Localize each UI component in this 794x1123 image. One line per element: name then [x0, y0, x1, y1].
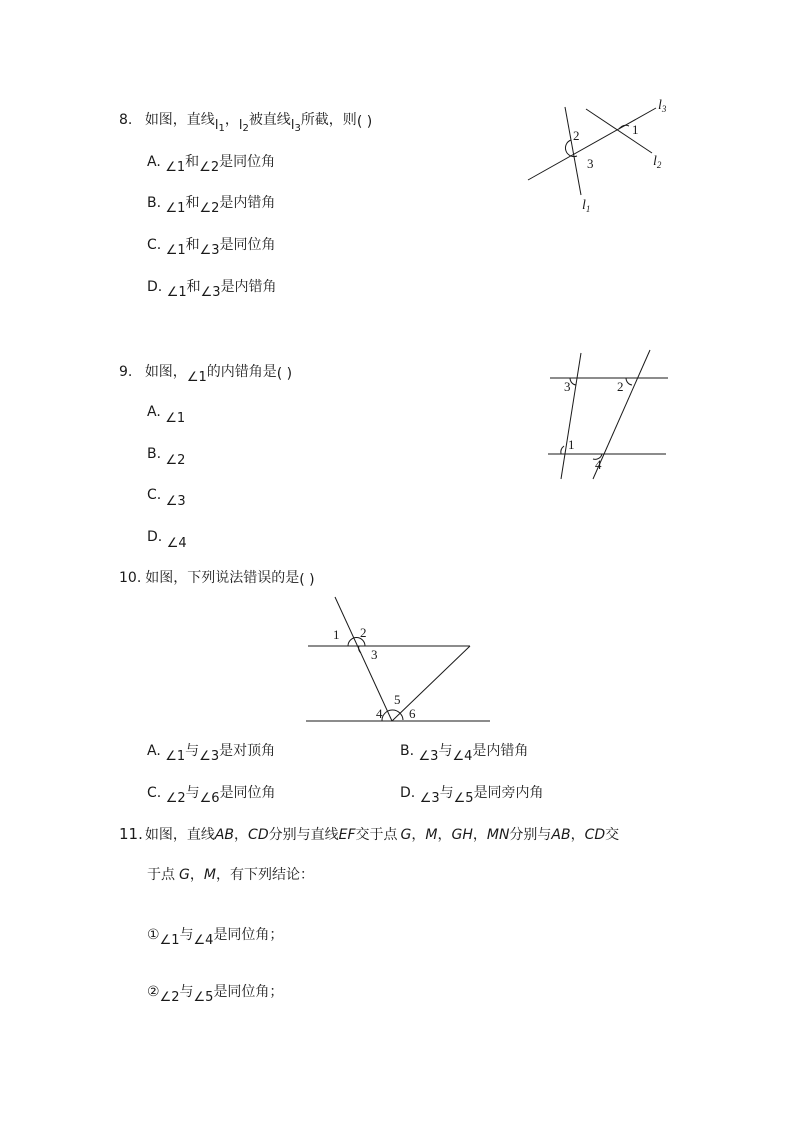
q10-number: 10.: [119, 570, 142, 586]
connector-text: 与: [179, 927, 194, 943]
q8-l2-index: 2: [242, 123, 249, 134]
angle-label-1: 1: [568, 437, 575, 452]
statement-marker: ②: [147, 984, 160, 1000]
angle-symbol: ∠1: [165, 160, 186, 175]
connector-text: 和: [185, 237, 200, 253]
angle-label-4: 4: [376, 706, 383, 721]
angle-symbol: ∠1: [165, 243, 186, 258]
connector-text: 与: [185, 743, 200, 759]
statement-text: 是同位角；: [213, 984, 284, 1000]
angle-symbol: ∠1: [159, 933, 180, 948]
option-key: C.: [147, 785, 162, 801]
q8-option-b[interactable]: [147, 193, 275, 214]
q8-answer-blank[interactable]: ( ): [356, 114, 373, 130]
q8-stem: [119, 110, 372, 132]
q11-text: 分别与直线: [268, 827, 339, 843]
angle-arc-3: [570, 378, 576, 385]
q9-option-c[interactable]: [147, 485, 186, 509]
connector-text: 和: [185, 195, 200, 211]
line-name-ab: AB: [551, 827, 571, 843]
connector-text: 和: [186, 279, 201, 295]
q10-option-b[interactable]: [400, 741, 528, 762]
angle-symbol: ∠5: [193, 990, 214, 1005]
line-name-mn: MN: [486, 827, 510, 843]
q8-comma: ，: [224, 112, 239, 128]
punct: ，: [570, 827, 585, 843]
statement-marker: ①: [147, 927, 160, 943]
option-text: 是对顶角: [219, 743, 276, 759]
option-key: A.: [147, 743, 161, 759]
angle-symbol: ∠1: [165, 749, 186, 764]
q11-text: 如图，直线: [144, 827, 215, 843]
q10-option-a[interactable]: [147, 741, 275, 762]
q11-statement-1: [147, 925, 283, 946]
punct: ，: [437, 827, 452, 843]
line-name-ef: EF: [338, 827, 356, 843]
connector-text: 与: [438, 743, 453, 759]
option-text: 是内错角: [472, 743, 529, 759]
point-g: G: [179, 867, 190, 883]
option-text: 是同位角: [219, 785, 276, 801]
q10-text: 如图，下列说法错误的是: [145, 570, 300, 586]
transversal-line: [335, 597, 392, 721]
angle-label-3: 3: [564, 379, 571, 394]
angle-symbol: ∠4: [166, 536, 187, 551]
option-text: 是同位角: [219, 154, 276, 170]
connector-text: 和: [185, 154, 200, 170]
angle-arc-bottom: [382, 710, 403, 721]
option-key: C.: [147, 487, 162, 503]
angle-arc-1: [561, 446, 564, 454]
q11-text: 于点: [147, 867, 175, 883]
angle-symbol: ∠4: [452, 749, 473, 764]
q8-l1-index: 1: [218, 123, 225, 134]
q8-figure: [520, 95, 680, 225]
punct: ，: [411, 827, 426, 843]
q10-stem: [119, 568, 315, 588]
q9-number: 9.: [119, 364, 133, 380]
q11-stem-line-1: [119, 824, 619, 845]
line-label-l1: $l_1$: [582, 198, 591, 214]
q11-text: 交于点: [355, 827, 398, 843]
angle-label-1: 1: [632, 122, 639, 137]
q8-option-a[interactable]: [147, 152, 275, 173]
option-key: A.: [147, 404, 161, 420]
option-key: B.: [147, 446, 162, 462]
q10-figure: [300, 590, 500, 730]
point-m: M: [203, 867, 216, 883]
q11-statement-2: [147, 982, 283, 1003]
option-key: D.: [400, 785, 416, 801]
q8-text-1: 如图，直线: [144, 112, 215, 128]
statement-text: 是同位角；: [213, 927, 284, 943]
angle-symbol: ∠3: [418, 749, 439, 764]
angle-symbol: ∠6: [199, 791, 220, 806]
q11-text: 分别与: [509, 827, 552, 843]
angle-label-2: 2: [360, 625, 367, 640]
line-label-l3: $l_3$: [658, 98, 667, 114]
q8-l3-letter: l: [290, 118, 295, 133]
angle-symbol: ∠1: [186, 370, 207, 385]
angle-symbol: ∠3: [200, 285, 221, 300]
option-text: 是内错角: [220, 279, 277, 295]
angle-symbol: ∠2: [165, 453, 186, 468]
q9-answer-blank[interactable]: ( ): [276, 366, 293, 382]
angle-label-1: 1: [333, 627, 340, 642]
punct: ，: [472, 827, 487, 843]
option-key: B.: [400, 743, 415, 759]
angle-label-6: 6: [409, 706, 416, 721]
angle-symbol: ∠3: [419, 791, 440, 806]
q9-option-a[interactable]: [147, 402, 186, 426]
right-transversal: [593, 350, 650, 479]
point-m: M: [425, 827, 438, 843]
angle-symbol: ∠3: [199, 243, 220, 258]
option-key: A.: [147, 154, 161, 170]
option-key: D.: [147, 529, 163, 545]
option-text: 是内错角: [219, 195, 276, 211]
q11-text: ，有下列结论：: [215, 867, 314, 883]
point-g: G: [400, 827, 412, 843]
q10-option-d[interactable]: [400, 783, 544, 804]
q8-l1-letter: l: [214, 118, 219, 133]
connector-text: 与: [439, 785, 454, 801]
line-name-cd: CD: [248, 827, 269, 843]
q9-figure: [540, 345, 680, 490]
angle-symbol: ∠2: [199, 160, 220, 175]
angle-symbol: ∠1: [165, 411, 186, 426]
angle-label-3: 3: [371, 647, 378, 662]
q9-text-2: 的内错角是: [206, 364, 277, 380]
option-text: 是同位角: [219, 237, 276, 253]
angle-symbol: ∠4: [193, 933, 214, 948]
q11-number: 11.: [119, 825, 143, 843]
q8-l2-letter: l: [238, 118, 243, 133]
line-label-l2: $l_2$: [653, 154, 662, 170]
line-name-cd: CD: [584, 827, 606, 843]
option-key: B.: [147, 195, 162, 211]
angle-symbol: ∠3: [165, 494, 186, 509]
q8-text-3: 所截，则: [300, 112, 357, 128]
line-name-gh: GH: [451, 827, 473, 843]
angle-symbol: ∠1: [166, 285, 187, 300]
angle-arc-2: [626, 378, 632, 385]
q11-stem-line-2: [147, 865, 314, 885]
angle-label-2: 2: [617, 379, 624, 394]
angle-symbol: ∠3: [199, 749, 220, 764]
line-name-ab: AB: [214, 827, 235, 843]
q8-l3-index: 3: [294, 123, 301, 134]
angle-symbol: ∠2: [199, 201, 220, 216]
q8-option-c[interactable]: [147, 235, 276, 256]
q8-option-d[interactable]: [147, 277, 277, 298]
angle-label-3: 3: [587, 156, 594, 171]
option-text: 是同旁内角: [473, 785, 544, 801]
q10-answer-blank[interactable]: ( ): [299, 572, 315, 588]
angle-label-5: 5: [394, 692, 401, 707]
angle-label-4: 4: [595, 457, 602, 472]
angle-symbol: ∠2: [165, 791, 186, 806]
option-key: C.: [147, 237, 162, 253]
q9-text-1: 如图，: [144, 364, 187, 380]
q8-number: 8.: [119, 112, 133, 128]
slanted-line: [392, 646, 470, 721]
punct: ，: [234, 827, 249, 843]
q8-text-2: 被直线: [248, 112, 291, 128]
q11-text: 交: [605, 827, 620, 843]
q9-option-b[interactable]: [147, 444, 186, 468]
angle-symbol: ∠1: [165, 201, 186, 216]
q9-stem: [119, 362, 292, 383]
punct: ，: [189, 867, 204, 883]
option-key: D.: [147, 279, 163, 295]
left-transversal: [561, 353, 581, 479]
connector-text: 与: [179, 984, 194, 1000]
angle-symbol: ∠5: [453, 791, 474, 806]
q10-option-c[interactable]: [147, 783, 276, 804]
connector-text: 与: [185, 785, 200, 801]
q9-option-d[interactable]: [147, 527, 187, 551]
angle-label-2: 2: [573, 128, 580, 143]
angle-symbol: ∠2: [159, 990, 180, 1005]
